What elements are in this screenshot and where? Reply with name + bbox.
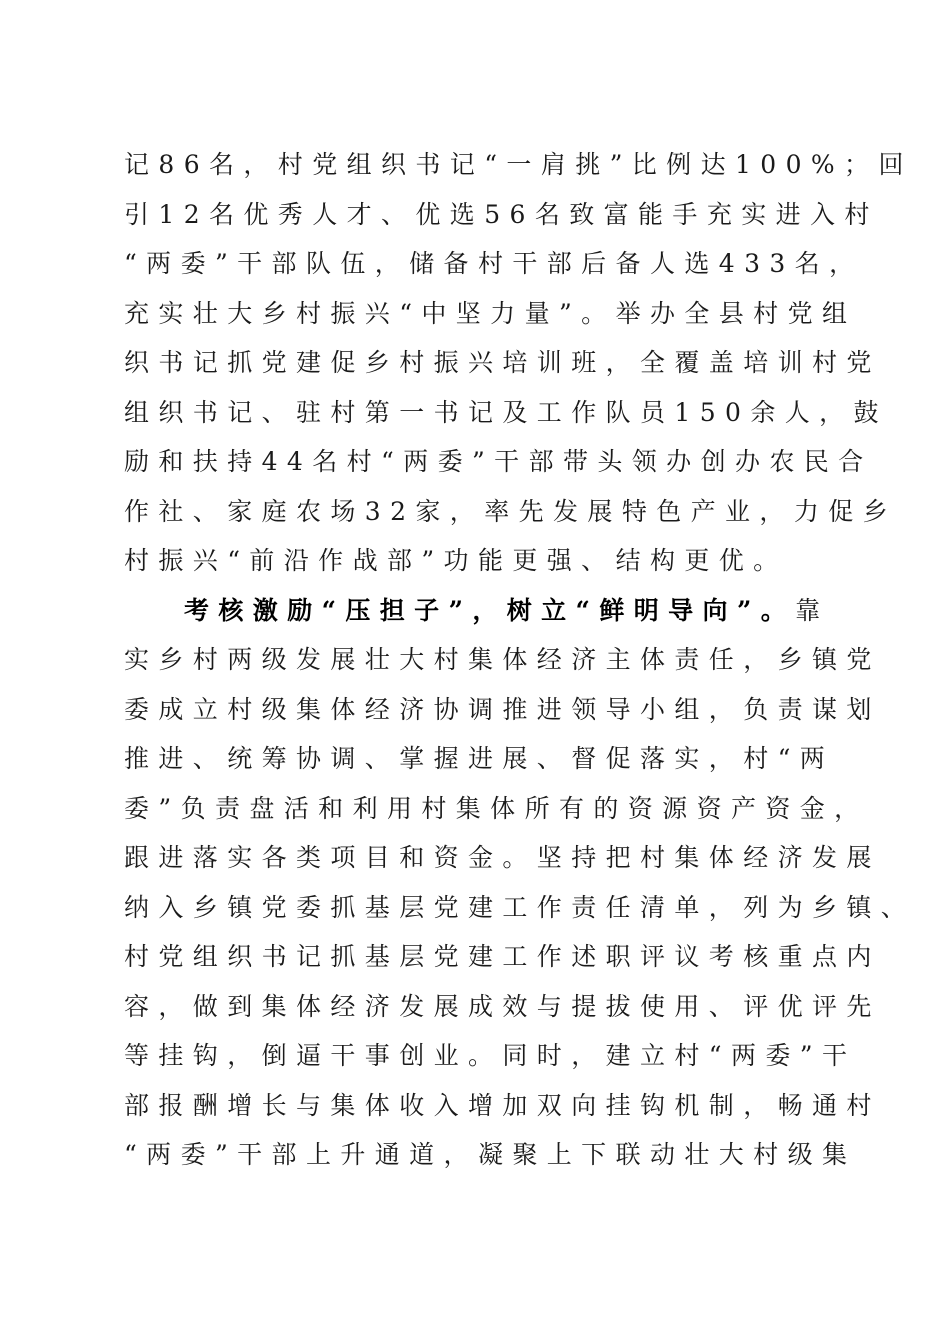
text-line: 推进、统筹协调、掌握进展、督促落实，村“两 [124, 744, 835, 773]
text-line: 村党组织书记抓基层党建工作述职评议考核重点内 [124, 942, 881, 971]
text-line: 记86名，村党组织书记“一肩挑”比例达100%；回 [124, 150, 913, 179]
text-line: 引12名优秀人才、优选56名致富能手充实进入村 [124, 199, 879, 229]
text-line: 纳入乡镇党委抓基层党建工作责任清单，列为乡镇、 [124, 892, 916, 922]
text-span: 靠 [795, 595, 830, 625]
text-line: 委”负责盘活和利用村集体所有的资源资产资金， [124, 793, 869, 823]
text-line: 组织书记、驻村第一书记及工作队员150余人，鼓 [124, 397, 888, 427]
text-line: 等挂钩，倒逼干事创业。同时，建立村“两委”干 [124, 1041, 857, 1070]
paragraph-1 [124, 140, 913, 586]
text-line: 励和扶持44名村“两委”干部带头领办创办农民合 [124, 447, 873, 476]
text-line: 充实壮大乡村振兴“中坚力量”。举办全县村党组 [124, 298, 857, 328]
text-line: 部报酬增长与集体收入增加双向挂钩机制，畅通村 [124, 1090, 881, 1120]
text-line: “两委”干部上升通道，凝聚上下联动壮大村级集 [124, 1140, 857, 1169]
paragraph-first-line [124, 586, 830, 636]
text-line: 跟进落实各类项目和资金。坚持把村集体经济发展 [124, 843, 881, 872]
paragraph-2 [124, 586, 916, 1180]
text-line: 实乡村两级发展壮大村集体经济主体责任，乡镇党 [124, 645, 881, 674]
text-line: 委成立村级集体经济协调推进领导小组，负责谋划 [124, 694, 881, 724]
text-line: 容，做到集体经济发展成效与提拔使用、评优评先 [124, 991, 881, 1021]
text-line: “两委”干部队伍，储备村干部后备人选433名， [124, 249, 864, 278]
text-line: 作社、家庭农场32家，率先发展特色产业，力促乡 [124, 496, 898, 526]
text-line: 织书记抓党建促乡村振兴培训班，全覆盖培训村党 [124, 348, 881, 377]
text-line: 村振兴“前沿作战部”功能更强、结构更优。 [124, 546, 788, 575]
body-text [124, 140, 916, 1180]
section-heading: 考核激励“压担子”，树立“鲜明导向”。 [184, 595, 796, 625]
